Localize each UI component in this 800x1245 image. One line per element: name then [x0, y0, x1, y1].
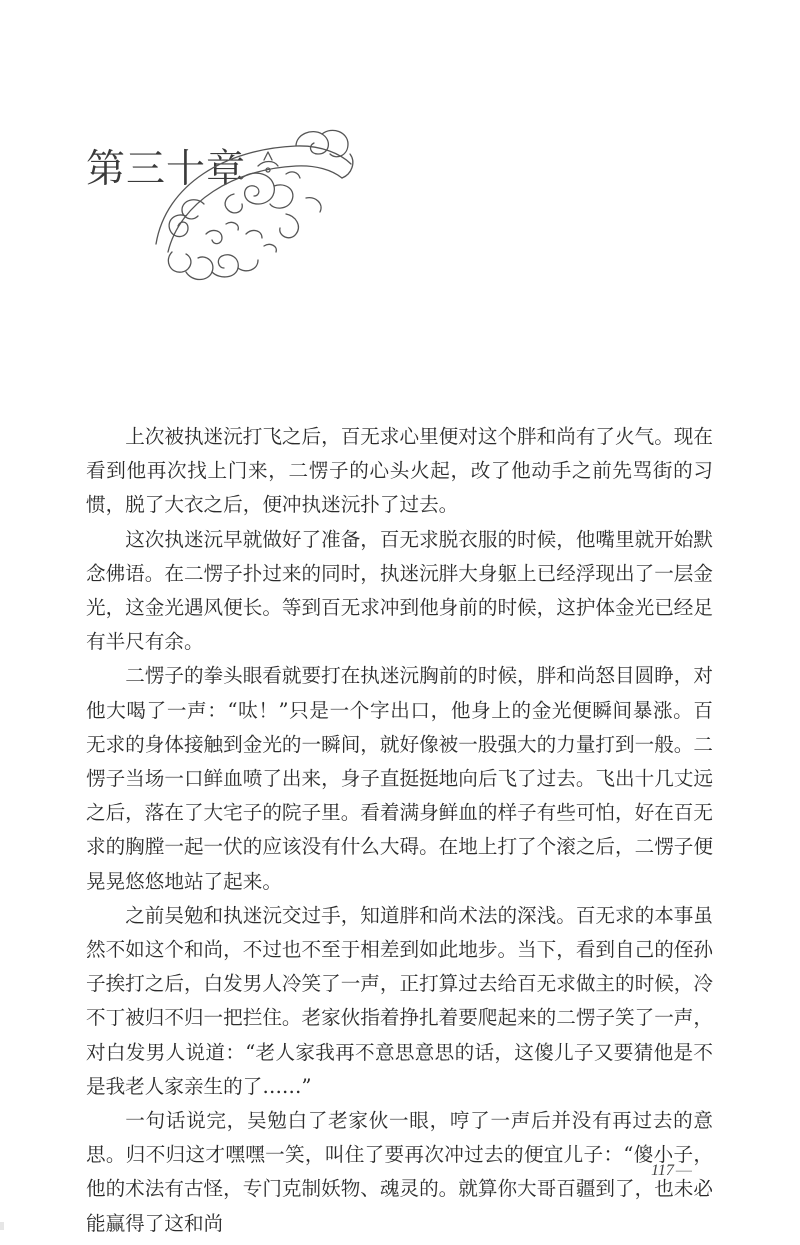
paragraph: 之前吴勉和执迷沅交过手，知道胖和尚术法的深浅。百无求的本事虽然不如这个和尚，不过也不至于相差到如此地步。当下，看到自己的侄孙子挨打之后，白发男人冷笑了一声，正打算过去给百无求做主的时候，冷不丁被归不归一把拦住。老家伙指着挣扎着要爬起来的二愣子笑了一声，对白发男人说道：“老人家我再不意思意思的话，这傻儿子又要猜他是不是我老人家亲生的了……”: [86, 903, 713, 1098]
chapter-title: 第三十章: [86, 147, 247, 192]
page-number-value: 117: [651, 1162, 674, 1179]
page-number: [651, 1162, 692, 1180]
paragraph: 这次执迷沅早就做好了准备，百无求脱衣服的时候，他嘴里就开始默念佛语。在二愣子扑过来的同时，执迷沅胖大身躯上已经浮现出了一层金光，这金光遇风便长。等到百无求冲到他身前的时候，这护体金光已经足有半尺有余。: [86, 527, 713, 654]
scan-edge-mark: [0, 1222, 4, 1230]
page-number-dash: —: [675, 1162, 692, 1179]
paragraph: 一句话说完，吴勉白了老家伙一眼，哼了一声后并没有再过去的意思。归不归这才嘿嘿一笑，叫住了要再次冲过去的便宜儿子：“傻小子，他的术法有古怪，专门克制妖物、魂灵的。就算你大哥百疆到了，也未必能赢得了这和尚: [86, 1109, 713, 1235]
chapter-body: [86, 420, 713, 1241]
paragraph: 上次被执迷沅打飞之后，百无求心里便对这个胖和尚有了火气。现在看到他再次找上门来，二愣子的心头火起，改了他动手之前先骂街的习惯，脱了大衣之后，便冲执迷沅扑了过去。: [86, 425, 713, 517]
auspicious-cloud-icon: [146, 124, 356, 284]
paragraph: 二愣子的拳头眼看就要打在执迷沅胸前的时候，胖和尚怒目圆睁，对他大喝了一声：“呔！”只是一个字出口，他身上的金光便瞬间暴涨。百无求的身体接触到金光的一瞬间，就好像被一股强大的力量打到一般。二愣子当场一口鲜血喷了出来，身子直挺挺地向后飞了过去。飞出十几丈远之后，落在了大宅子的院子里。看着满身鲜血的样子有些可怕，好在百无求的胸膛一起一伏的应该没有什么大碍。在地上打了个滚之后，二愣子便晃晃悠悠地站了起来。: [86, 664, 713, 893]
